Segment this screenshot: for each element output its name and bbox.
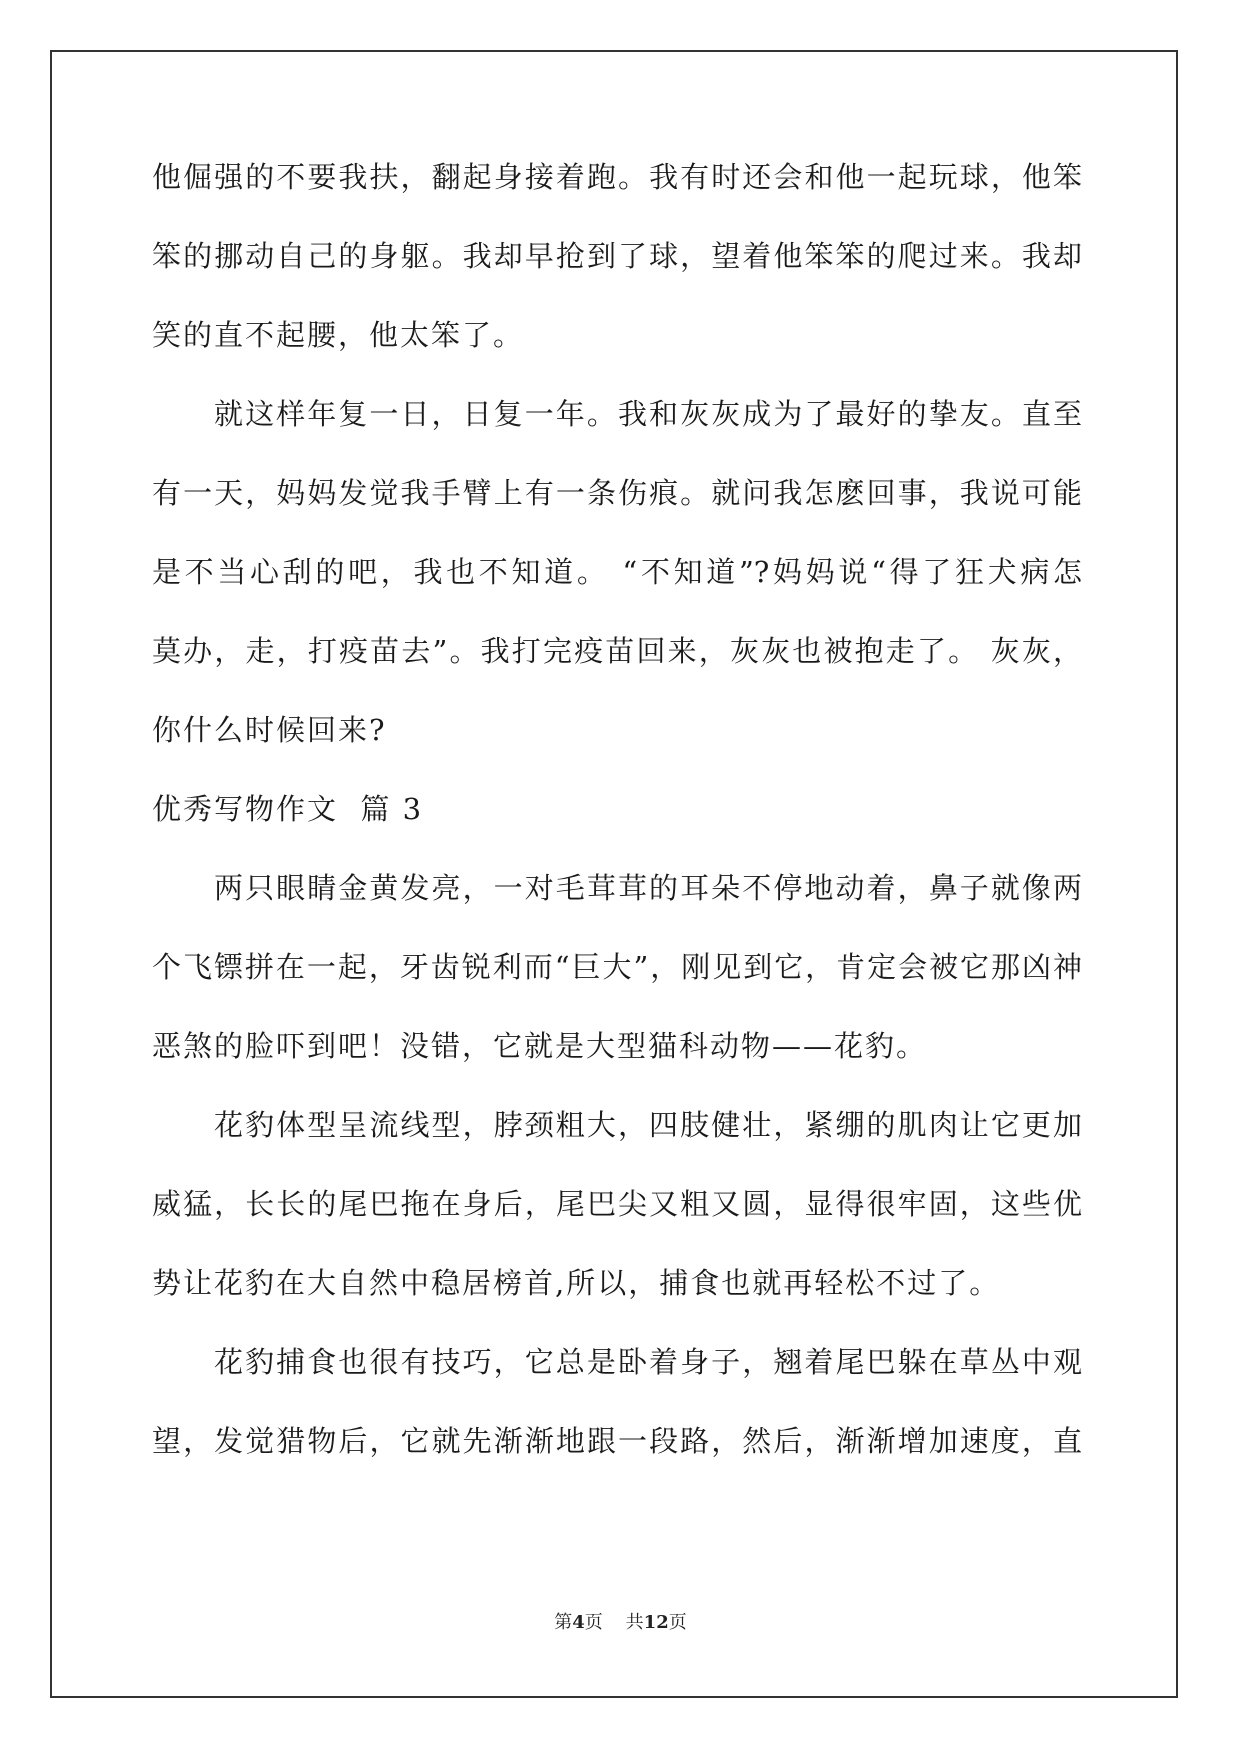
text-line: 花豹体型呈流线型，脖颈粗大，四肢健壮，紧绷的肌肉让它更加 [214,1108,1082,1142]
text-line: 他倔强的不要我扶，翻起身接着跑。我有时还会和他一起玩球，他笨 [152,160,1082,194]
text-line: 笑的直不起腰，他太笨了。 [152,318,525,352]
document-body [152,158,1082,1461]
text-line: 你什么时候回来? [152,713,387,747]
text-line: 笨的挪动自己的身躯。我却早抢到了球，望着他笨笨的爬过来。我却 [152,239,1082,273]
text-line: 威猛，长长的尾巴拖在身后，尾巴尖又粗又圆，显得很牢固，这些优 [152,1187,1082,1221]
text-line: 花豹捕食也很有技巧，它总是卧着身子，翘着尾巴躲在草丛中观 [214,1345,1082,1379]
footer-middle: 页 共 [584,1612,644,1633]
text-line: 两只眼睛金黄发亮，一对毛茸茸的耳朵不停地动着，鼻子就像两 [214,871,1082,905]
total-page-number: 12 [643,1612,669,1633]
text-line: 是不当心刮的吧，我也不知道。 “不知道”?妈妈说“得了狂犬病怎 [152,555,1082,589]
page-footer [0,1608,1241,1634]
section-heading: 优秀写物作文 篇 3 [152,792,424,826]
footer-prefix: 第 [554,1612,573,1633]
text-line: 有一天，妈妈发觉我手臂上有一条伤痕。就问我怎麽回事，我说可能 [152,476,1082,510]
text-line: 莫办，走，打疫苗去”。我打完疫苗回来，灰灰也被抱走了。 灰灰， [152,634,1082,668]
text-line: 恶煞的脸吓到吧！没错，它就是大型猫科动物——花豹。 [152,1029,928,1063]
text-line: 个飞镖拼在一起，牙齿锐利而“巨大”，刚见到它，肯定会被它那凶神 [152,950,1082,984]
text-line: 势让花豹在大自然中稳居榜首,所以，捕食也就再轻松不过了。 [152,1266,1001,1300]
text-line: 望，发觉猎物后，它就先渐渐地跟一段路，然后，渐渐增加速度，直 [152,1424,1082,1458]
text-line: 就这样年复一日，日复一年。我和灰灰成为了最好的挚友。直至 [214,397,1082,431]
current-page-number: 4 [572,1612,585,1633]
footer-suffix: 页 [668,1612,687,1633]
